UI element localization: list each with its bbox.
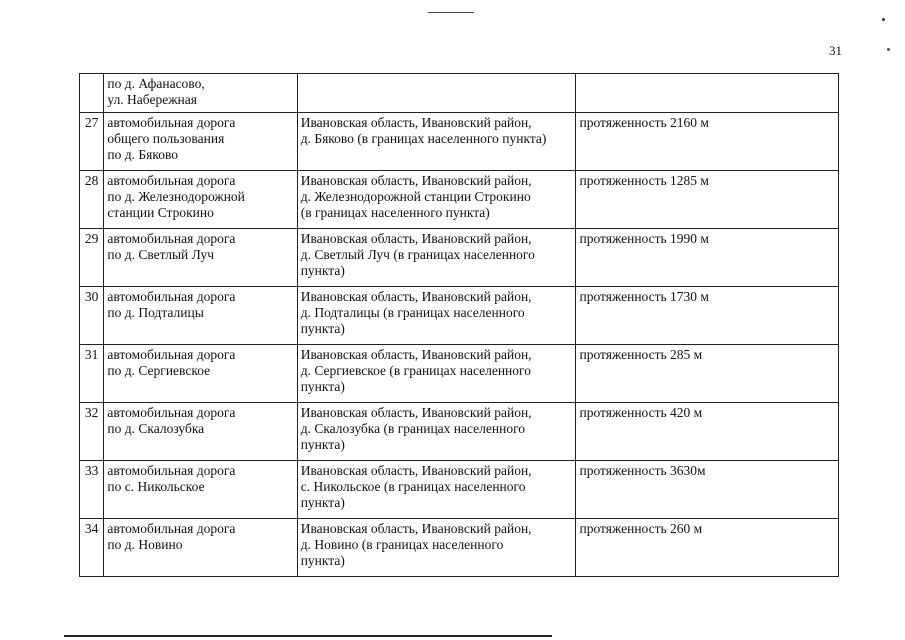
table-row <box>80 461 839 519</box>
cell-characteristic: протяженность 2160 м <box>576 113 839 171</box>
table-row <box>80 403 839 461</box>
cell-road-name: автомобильная дорога по д. Железнодорожной станции Строкино <box>104 171 297 229</box>
roads-table <box>79 73 839 577</box>
cell-road-name: автомобильная дорога по д. Светлый Луч <box>104 229 297 287</box>
cell-characteristic: протяженность 1285 м <box>576 171 839 229</box>
scan-speck <box>887 48 890 51</box>
cell-characteristic <box>576 74 839 113</box>
table-row <box>80 229 839 287</box>
table-row <box>80 519 839 577</box>
table-row <box>80 345 839 403</box>
cell-address: Ивановская область, Ивановский район, д. Подталицы (в границах населенного пункта) <box>297 287 576 345</box>
cell-address: Ивановская область, Ивановский район, д. Новино (в границах населенного пункта) <box>297 519 576 577</box>
cell-road-name: автомобильная дорога по д. Подталицы <box>104 287 297 345</box>
cell-address <box>297 74 576 113</box>
cell-characteristic: протяженность 1990 м <box>576 229 839 287</box>
cell-number: 28 <box>80 171 104 229</box>
header-rule <box>428 12 474 13</box>
table-row <box>80 171 839 229</box>
cell-address: Ивановская область, Ивановский район, д. Сергиевское (в границах населенного пункта) <box>297 345 576 403</box>
cell-number: 27 <box>80 113 104 171</box>
cell-road-name: автомобильная дорога общего пользования по д. Бяково <box>104 113 297 171</box>
cell-number: 34 <box>80 519 104 577</box>
cell-number <box>80 74 104 113</box>
cell-number: 30 <box>80 287 104 345</box>
cell-characteristic: протяженность 285 м <box>576 345 839 403</box>
table-row <box>80 287 839 345</box>
cell-characteristic: протяженность 3630м <box>576 461 839 519</box>
cell-road-name: автомобильная дорога по д. Новино <box>104 519 297 577</box>
cell-address: Ивановская область, Ивановский район, д. Скалозубка (в границах населенного пункта) <box>297 403 576 461</box>
cell-number: 32 <box>80 403 104 461</box>
cell-road-name: по д. Афанасово, ул. Набережная <box>104 74 297 113</box>
cell-characteristic: протяженность 420 м <box>576 403 839 461</box>
cell-address: Ивановская область, Ивановский район, с. Никольское (в границах населенного пункта) <box>297 461 576 519</box>
cell-number: 33 <box>80 461 104 519</box>
cell-address: Ивановская область, Ивановский район, д. Бяково (в границах населенного пункта) <box>297 113 576 171</box>
cell-address: Ивановская область, Ивановский район, д. Светлый Луч (в границах населенного пункта) <box>297 229 576 287</box>
cell-number: 29 <box>80 229 104 287</box>
table-row <box>80 113 839 171</box>
page-number: 31 <box>829 43 842 58</box>
cell-characteristic: протяженность 1730 м <box>576 287 839 345</box>
cell-road-name: автомобильная дорога по д. Сергиевское <box>104 345 297 403</box>
cell-road-name: автомобильная дорога по д. Скалозубка <box>104 403 297 461</box>
scan-speck <box>882 18 885 21</box>
cell-characteristic: протяженность 260 м <box>576 519 839 577</box>
table-row-continued <box>80 74 839 113</box>
cell-address: Ивановская область, Ивановский район, д. Железнодорожной станции Строкино (в границах населенного пункта) <box>297 171 576 229</box>
cell-number: 31 <box>80 345 104 403</box>
footer-rule <box>64 635 552 637</box>
cell-road-name: автомобильная дорога по с. Никольское <box>104 461 297 519</box>
